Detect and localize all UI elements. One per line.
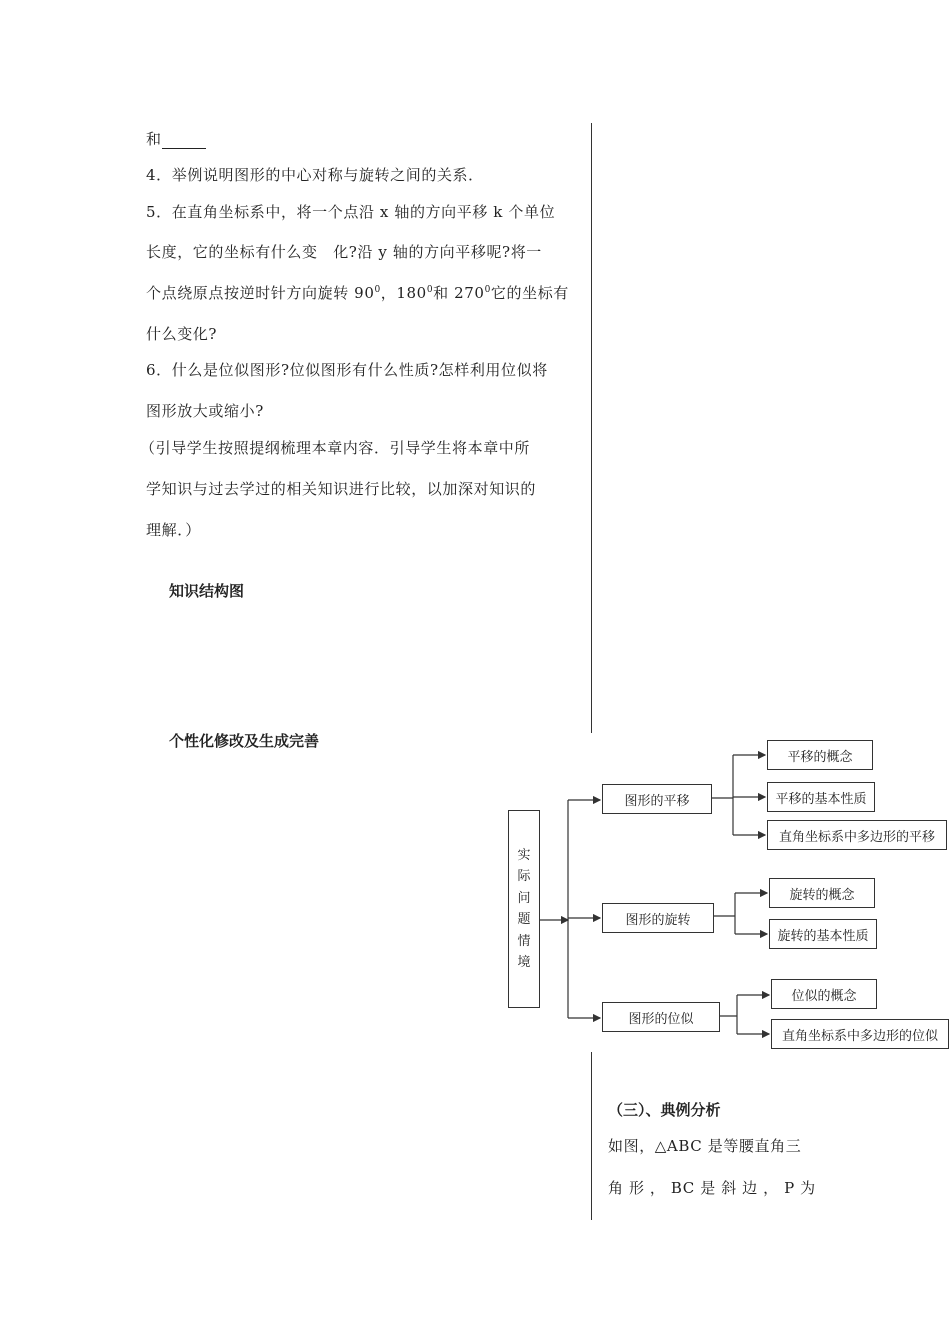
question-5-line-1: 5．在直角坐标系中，将一个点沿 x 轴的方向平移 k 个单位	[146, 203, 556, 221]
branch-rotation: 图形的旋转	[602, 903, 714, 933]
leaf-translation-coordinates: 直角坐标系中多边形的平移	[767, 820, 947, 850]
q5-270: 和 270	[433, 284, 485, 302]
example-text-line-2: 角 形 ， BC 是 斜 边 ， P 为	[608, 1179, 816, 1197]
text-he: 和	[146, 130, 162, 148]
leaf-similarity-concept: 位似的概念	[771, 979, 877, 1009]
root-node-real-problem	[508, 810, 540, 1008]
branch-similarity: 图形的位似	[602, 1002, 720, 1032]
question-5-line-2: 长度，它的坐标有什么变 化?沿 y 轴的方向平移呢?将一	[146, 243, 542, 261]
root-char: 情	[517, 933, 531, 949]
question-5-line-4: 什么变化?	[146, 325, 218, 343]
guide-line-1: （引导学生按照提纲梳理本章内容．引导学生将本章中所	[140, 439, 531, 457]
question-4: 4．举例说明图形的中心对称与旋转之间的关系．	[146, 166, 484, 184]
root-char: 际	[517, 869, 531, 884]
root-char: 境	[517, 955, 531, 970]
leaf-translation-properties: 平移的基本性质	[767, 782, 875, 812]
deg-sup-2: 0	[426, 285, 434, 295]
question-6-line-2: 图形放大或缩小?	[146, 402, 264, 420]
root-char: 实	[517, 847, 531, 863]
heading-personalized: 个性化修改及生成完善	[169, 732, 320, 750]
guide-line-2: 学知识与过去学过的相关知识进行比较，以加深对知识的	[146, 480, 537, 498]
leaf-translation-concept: 平移的概念	[767, 740, 873, 770]
branch-translation: 图形的平移	[602, 784, 712, 814]
deg-sup-1: 0	[374, 285, 381, 295]
root-char: 问	[517, 890, 531, 906]
heading-knowledge-structure: 知识结构图	[169, 582, 245, 600]
heading-example-analysis: （三）、典例分析	[608, 1101, 721, 1119]
q5-line3-end: 它的坐标有	[490, 284, 569, 302]
leaf-rotation-concept: 旋转的概念	[769, 878, 875, 908]
root-char: 题	[517, 912, 531, 927]
leaf-similarity-coordinates: 直角坐标系中多边形的位似	[771, 1019, 949, 1049]
q5-line3-start: 个点绕原点按逆时针方向旋转 90	[146, 284, 375, 302]
question-6-line-1: 6．什么是位似图形?位似图形有什么性质?怎样利用位似将	[146, 361, 548, 379]
example-text-line-1: 如图，△ABC 是等腰直角三	[608, 1137, 802, 1155]
guide-line-3: 理解．）	[146, 521, 201, 539]
leaf-rotation-properties: 旋转的基本性质	[769, 919, 877, 949]
q5-180: ，180	[380, 284, 427, 302]
deg-sup-3: 0	[484, 285, 491, 295]
